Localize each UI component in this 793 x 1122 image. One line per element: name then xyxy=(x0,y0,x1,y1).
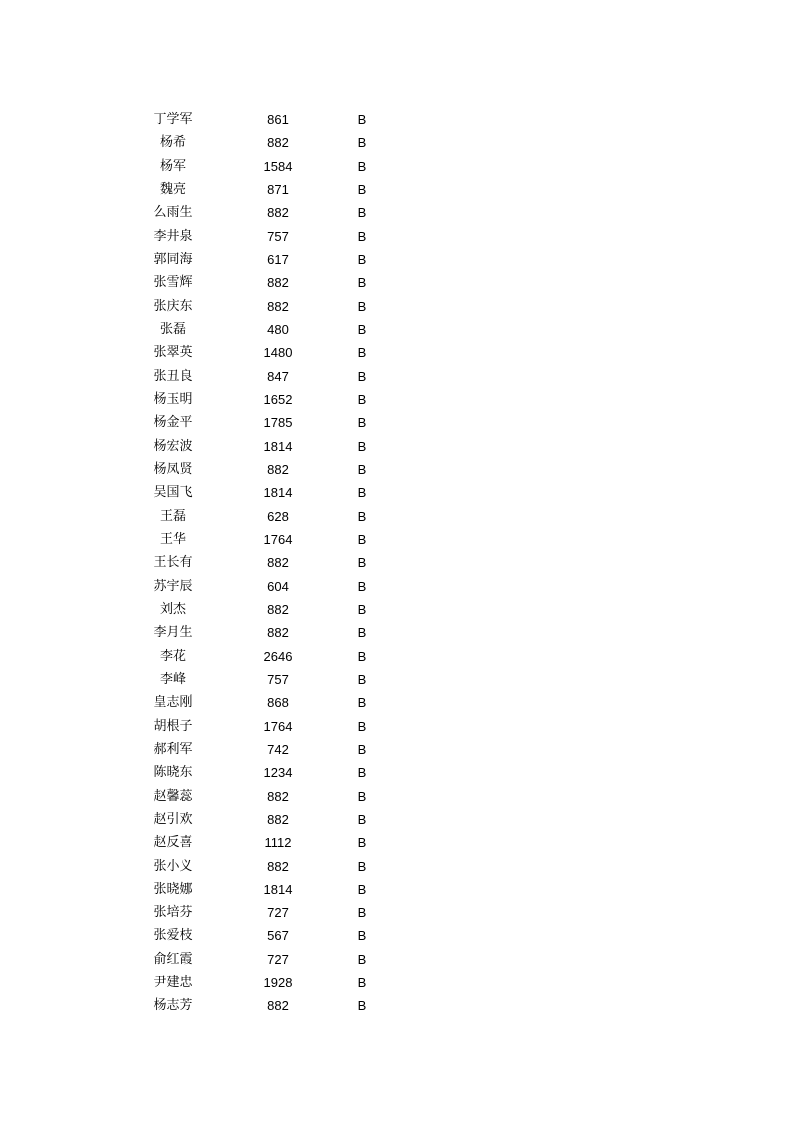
table-row xyxy=(0,668,793,691)
grade-cell: B xyxy=(357,298,367,314)
amount-cell: 480 xyxy=(267,321,289,337)
table-row xyxy=(0,971,793,994)
grade-cell: B xyxy=(357,158,367,174)
grade-cell: B xyxy=(357,811,367,827)
amount-cell: 882 xyxy=(267,135,289,151)
grade-cell: B xyxy=(357,345,367,361)
table-row xyxy=(0,901,793,924)
table-row xyxy=(0,575,793,598)
name-cell: 赵馨蕊 xyxy=(153,788,193,804)
grade-cell: B xyxy=(357,648,367,664)
grade-cell: B xyxy=(357,112,367,127)
name-cell: 皇志刚 xyxy=(153,695,193,711)
table-row xyxy=(0,108,793,131)
name-cell: 杨宏波 xyxy=(153,438,193,454)
table-row xyxy=(0,365,793,388)
amount-cell: 742 xyxy=(267,741,289,757)
table-row xyxy=(0,715,793,738)
name-cell: 张磊 xyxy=(159,321,186,337)
amount-cell: 567 xyxy=(267,928,289,944)
name-cell: 张雪辉 xyxy=(153,275,193,291)
amount-cell: 882 xyxy=(267,298,289,314)
name-cell: 杨金平 xyxy=(153,415,193,431)
grade-cell: B xyxy=(357,835,367,851)
name-cell: 尹建忠 xyxy=(153,975,193,991)
amount-cell: 1785 xyxy=(263,415,293,431)
name-cell: 魏亮 xyxy=(159,181,186,197)
grade-cell: B xyxy=(357,275,367,291)
table-row xyxy=(0,994,793,1017)
table-row xyxy=(0,435,793,458)
grade-cell: B xyxy=(357,905,367,921)
grade-cell: B xyxy=(357,251,367,267)
grade-cell: B xyxy=(357,205,367,221)
name-cell: 赵引欢 xyxy=(153,811,193,827)
grade-cell: B xyxy=(357,671,367,687)
grade-cell: B xyxy=(357,368,367,384)
name-cell: 苏宇辰 xyxy=(153,578,193,594)
amount-cell: 757 xyxy=(267,228,289,244)
amount-cell: 882 xyxy=(267,205,289,221)
amount-cell: 882 xyxy=(267,858,289,874)
name-cell: 陈晓东 xyxy=(153,765,193,781)
grade-cell: B xyxy=(357,135,367,151)
table-row xyxy=(0,225,793,248)
grade-cell: B xyxy=(357,321,367,337)
name-cell: 丁学军 xyxy=(153,112,193,127)
grade-cell: B xyxy=(357,181,367,197)
grade-cell: B xyxy=(357,695,367,711)
amount-cell: 757 xyxy=(267,671,289,687)
grade-cell: B xyxy=(357,741,367,757)
grade-cell: B xyxy=(357,228,367,244)
grade-cell: B xyxy=(357,951,367,967)
name-cell: 吴国飞 xyxy=(153,485,193,501)
grade-cell: B xyxy=(357,438,367,454)
name-cell: 刘杰 xyxy=(159,601,186,617)
grade-cell: B xyxy=(357,461,367,477)
table-row xyxy=(0,878,793,901)
amount-cell: 1764 xyxy=(263,531,293,547)
table-row xyxy=(0,505,793,528)
amount-cell: 628 xyxy=(267,508,289,524)
amount-cell: 1652 xyxy=(263,391,293,407)
name-cell: 王长有 xyxy=(153,555,193,571)
name-cell: 李花 xyxy=(159,648,186,664)
name-cell: 张小义 xyxy=(153,858,193,874)
table-row xyxy=(0,248,793,271)
name-cell: 杨希 xyxy=(159,135,186,151)
name-cell: 王华 xyxy=(159,531,186,547)
amount-cell: 1814 xyxy=(263,485,293,501)
table-row xyxy=(0,831,793,854)
amount-cell: 861 xyxy=(267,112,289,127)
amount-cell: 1928 xyxy=(263,975,293,991)
table-row xyxy=(0,761,793,784)
grade-cell: B xyxy=(357,788,367,804)
table-row xyxy=(0,738,793,761)
table-row xyxy=(0,948,793,971)
name-cell: 李峰 xyxy=(159,671,186,687)
name-cell: 张培芬 xyxy=(153,905,193,921)
name-cell: 李井泉 xyxy=(153,228,193,244)
amount-cell: 1112 xyxy=(264,835,292,851)
table-row xyxy=(0,411,793,434)
name-cell: 杨志芳 xyxy=(153,998,193,1014)
grade-cell: B xyxy=(357,928,367,944)
amount-cell: 882 xyxy=(267,998,289,1014)
grade-cell: B xyxy=(357,718,367,734)
name-cell: 杨军 xyxy=(159,158,186,174)
grade-cell: B xyxy=(357,578,367,594)
table-row xyxy=(0,551,793,574)
name-cell: 杨玉明 xyxy=(153,391,193,407)
grade-cell: B xyxy=(357,601,367,617)
table-row xyxy=(0,808,793,831)
name-cell: 赵反喜 xyxy=(153,835,193,851)
amount-cell: 882 xyxy=(267,601,289,617)
table-row xyxy=(0,388,793,411)
table-row xyxy=(0,621,793,644)
amount-cell: 2646 xyxy=(263,648,293,664)
name-cell: 俞红霞 xyxy=(153,951,193,967)
grade-cell: B xyxy=(357,485,367,501)
amount-cell: 1480 xyxy=(263,345,293,361)
amount-cell: 1584 xyxy=(263,158,293,174)
name-cell: 张翠英 xyxy=(153,345,193,361)
amount-cell: 1814 xyxy=(263,881,293,897)
name-cell: 李月生 xyxy=(153,625,193,641)
table-row xyxy=(0,318,793,341)
table-row xyxy=(0,341,793,364)
amount-cell: 847 xyxy=(267,368,289,384)
amount-cell: 882 xyxy=(267,625,289,641)
table-row xyxy=(0,201,793,224)
amount-cell: 1764 xyxy=(263,718,293,734)
grade-cell: B xyxy=(357,508,367,524)
grade-cell: B xyxy=(357,531,367,547)
grade-cell: B xyxy=(357,555,367,571)
name-cell: 张晓娜 xyxy=(153,881,193,897)
amount-cell: 727 xyxy=(267,905,289,921)
table-row xyxy=(0,295,793,318)
name-cell: 郝利军 xyxy=(153,741,193,757)
amount-cell: 882 xyxy=(267,275,289,291)
amount-cell: 1234 xyxy=(263,765,293,781)
name-cell: 么雨生 xyxy=(153,205,193,221)
grade-cell: B xyxy=(357,765,367,781)
amount-cell: 871 xyxy=(267,181,289,197)
table-row xyxy=(0,691,793,714)
name-cell: 张庆东 xyxy=(153,298,193,314)
table-row xyxy=(0,458,793,481)
name-cell: 张丑良 xyxy=(153,368,193,384)
table-row xyxy=(0,481,793,504)
grade-cell: B xyxy=(357,881,367,897)
amount-cell: 617 xyxy=(267,251,289,267)
table-row xyxy=(0,645,793,668)
table-row xyxy=(0,155,793,178)
table-row xyxy=(0,924,793,947)
amount-cell: 882 xyxy=(267,461,289,477)
table-row xyxy=(0,178,793,201)
grade-cell: B xyxy=(357,858,367,874)
name-cell: 王磊 xyxy=(159,508,186,524)
table-row xyxy=(0,855,793,878)
grade-cell: B xyxy=(357,391,367,407)
table-row xyxy=(0,131,793,154)
table-row xyxy=(0,598,793,621)
amount-cell: 868 xyxy=(267,695,289,711)
amount-cell: 604 xyxy=(267,578,289,594)
grade-cell: B xyxy=(357,415,367,431)
amount-cell: 882 xyxy=(267,811,289,827)
grade-cell: B xyxy=(357,975,367,991)
amount-cell: 727 xyxy=(267,951,289,967)
amount-cell: 1814 xyxy=(263,438,293,454)
name-cell: 杨凤贤 xyxy=(153,461,193,477)
data-table xyxy=(0,108,793,1018)
name-cell: 胡根子 xyxy=(153,718,193,734)
table-row xyxy=(0,785,793,808)
grade-cell: B xyxy=(357,625,367,641)
table-row xyxy=(0,528,793,551)
name-cell: 郭同海 xyxy=(153,251,193,267)
grade-cell: B xyxy=(357,998,367,1014)
name-cell: 张爱枝 xyxy=(153,928,193,944)
amount-cell: 882 xyxy=(267,788,289,804)
amount-cell: 882 xyxy=(267,555,289,571)
table-row xyxy=(0,271,793,294)
